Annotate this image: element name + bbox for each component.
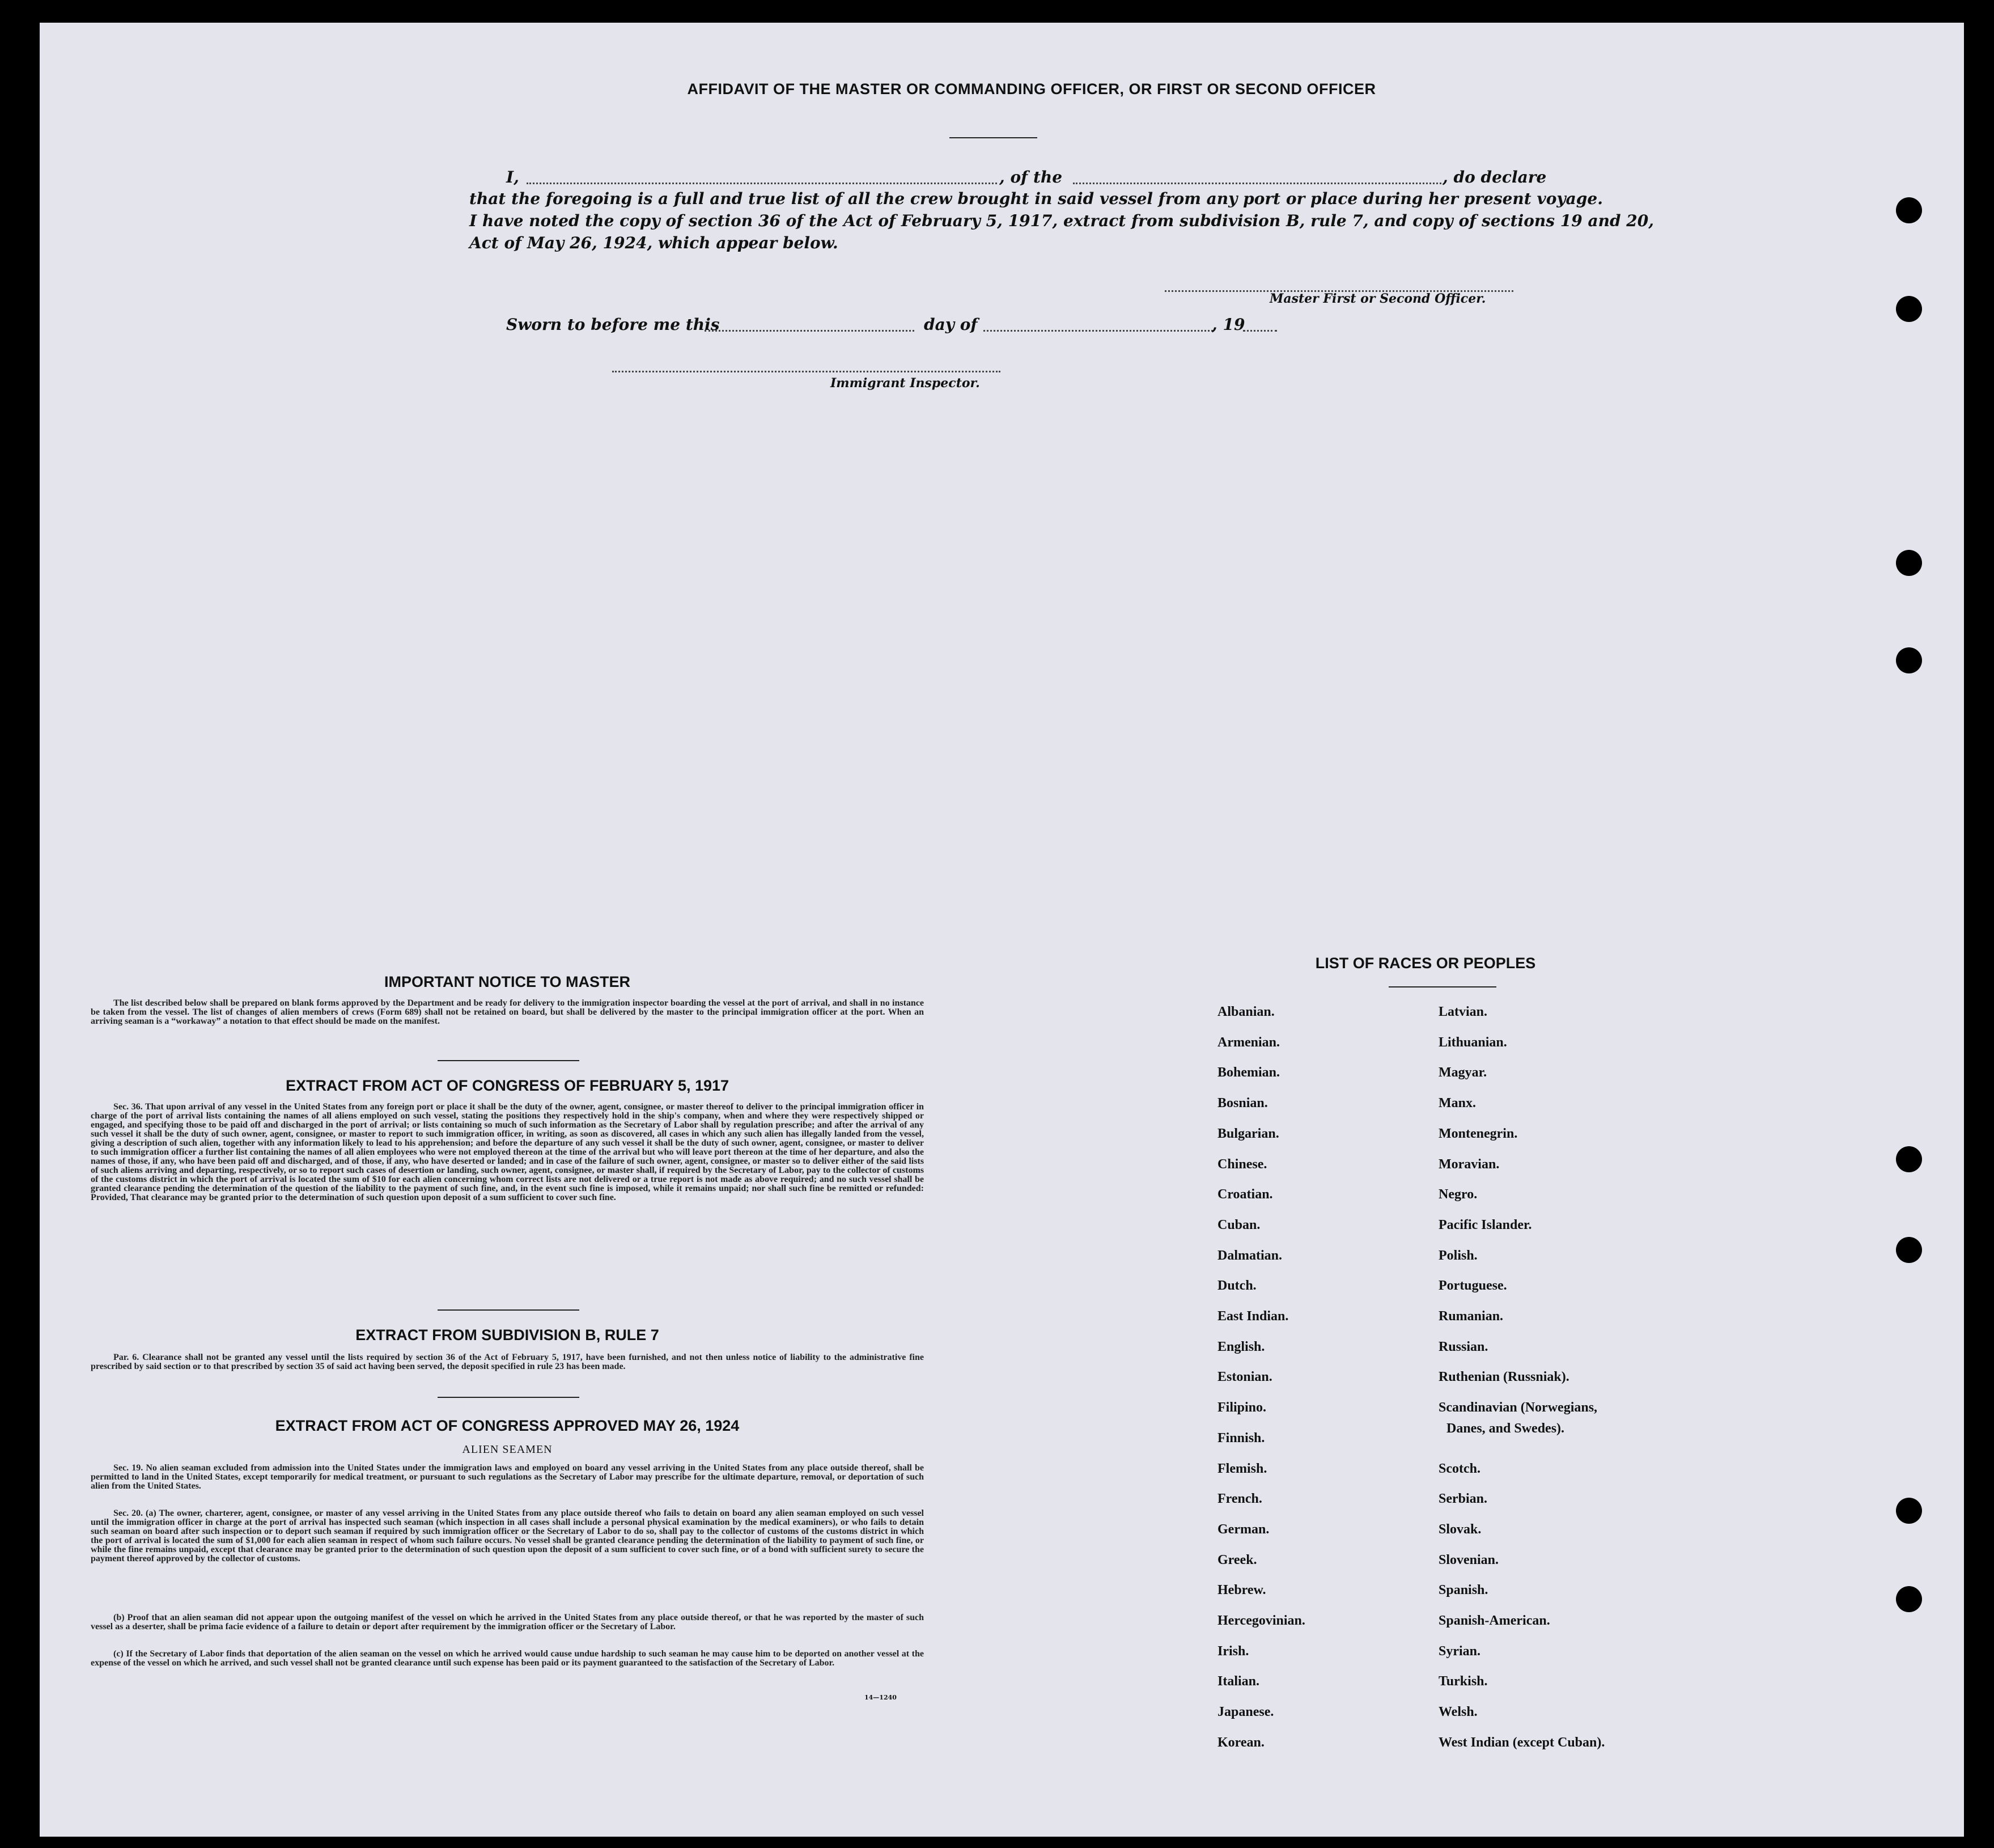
sworn-day-blank[interactable] bbox=[705, 330, 914, 332]
notice-text: The list described below shall be prepared on blank forms approved by the Department and be ready for delivery to the immigration inspector boarding the vessel at the port of arrival, and shall in no instance be taken from the vessel. The list of changes of alien members of crews (Form 689) shall not be retained on board, but shall be delivered by the master to the principal immigration officer at the port. When an arriving seaman is a “workaway” a notation to that effect should be made on the manifest. bbox=[91, 998, 924, 1026]
affidavit-line-4: Act of May 26, 1924, which appear below. bbox=[469, 234, 838, 252]
declarant-name-blank[interactable] bbox=[527, 183, 997, 184]
race-entry: Spanish-American. bbox=[1439, 1613, 1550, 1628]
inspector-signature-line[interactable] bbox=[612, 371, 1000, 372]
punch-hole bbox=[1896, 1146, 1922, 1172]
race-entry: Dutch. bbox=[1217, 1278, 1257, 1293]
race-entry: German. bbox=[1217, 1522, 1270, 1537]
race-entry: Slovak. bbox=[1439, 1522, 1482, 1537]
rule7-text: Par. 6. Clearance shall not be granted any vessel until the lists required by section 36 of the Act of February 5, 1917, have been furnished, and not then unless notice of liability to the administrative fine prescribed by said section or to that prescribed by section 35 of said act having been served, the deposit specified in rule 23 has been made. bbox=[91, 1353, 924, 1371]
race-entry: Negro. bbox=[1439, 1187, 1478, 1202]
affidavit-line-1 bbox=[506, 168, 1547, 188]
sworn-year-blank[interactable] bbox=[1243, 330, 1277, 332]
race-entry: Spanish. bbox=[1439, 1583, 1488, 1597]
affidavit-line-3: I have noted the copy of section 36 of the Act of February 5, 1917, extract from subdivision B, rule 7, and copy of sections 19 and 20, bbox=[469, 211, 1654, 230]
race-entry: Armenian. bbox=[1217, 1035, 1280, 1050]
race-entry: Latvian. bbox=[1439, 1004, 1488, 1019]
race-entry: Serbian. bbox=[1439, 1491, 1488, 1506]
extract-1917-text: Sec. 36. That upon arrival of any vessel in the United States from any foreign port or place it shall be the duty of the owner, agent, consignee, or master thereof to deliver to the principal immigration officer in charge of the port of arrival lists containing the names of all aliens employed on such vessel, stating the positions they respectively hold in the ship's company, when and where they were respectively shipped or engaged, and specifying those to be paid off and discharged in the port of arrival; or lists containing so much of such information as the Secretary of Labor shall by regulation prescribe; and after the arrival of any such vessel it shall be the duty of such owner, agent, consignee, or master to report to such immigration officer, in writing, as soon as discovered, all cases in which any such alien has illegally landed from the vessel, giving a description of such alien, together with any information likely to lead to his apprehension; and before the departure of any such vessel it shall be the duty of such owner, agent, consignee, or master to deliver to such immigration officer a further list containing the names of all alien employees who were not employed thereon at the time of the arrival but who will leave port thereon at the time of her departure, and also the names of those, if any, who have been paid off and discharged, and of those, if any, who have deserted or landed; and in case of the failure of such owner, agent, consignee, or master so to deliver either of the said lists of such aliens arriving and departing, respectively, or so to report such cases of desertion or landing, such owner, agent, consignee, or master shall, if required by the Secretary of Labor, pay to the collector of customs of the customs district in which the port of arrival is located the sum of $10 for each alien concerning whom correct lists are not delivered or a true report is not made as above required; and no such vessel shall be granted clearance pending the determination of the question of the liability to the payment of such fine, and, in the event such fine is imposed, while it remains unpaid; nor shall such fine be remitted or refunded: Provided, That clearance may be granted prior to the determination of such question upon deposit of a sum sufficient to cover such fine. bbox=[91, 1102, 924, 1202]
punch-hole bbox=[1896, 1586, 1922, 1612]
race-entry: Scandinavian (Norwegians, bbox=[1439, 1400, 1598, 1415]
punch-hole bbox=[1896, 1498, 1922, 1524]
extract-1924-title: EXTRACT FROM ACT OF CONGRESS APPROVED MAY 26, 1924 bbox=[275, 1417, 740, 1434]
document-sheet bbox=[40, 23, 1964, 1837]
race-entry: Slovenian. bbox=[1439, 1553, 1499, 1567]
sworn-month-blank[interactable] bbox=[983, 330, 1213, 332]
extract-1917-title: EXTRACT FROM ACT OF CONGRESS OF FEBRUARY 5, 1917 bbox=[285, 1077, 729, 1094]
vessel-name-blank[interactable] bbox=[1073, 183, 1441, 184]
day-of-label: day of bbox=[924, 315, 978, 334]
race-entry: Croatian. bbox=[1217, 1187, 1273, 1202]
race-entry: Cuban. bbox=[1217, 1218, 1261, 1232]
race-entry-continuation: Danes, and Swedes). bbox=[1446, 1421, 1565, 1436]
affidavit-title: AFFIDAVIT OF THE MASTER OR COMMANDING OFFICER, OR FIRST OR SECOND OFFICER bbox=[687, 80, 1376, 98]
race-entry: Montenegrin. bbox=[1439, 1126, 1518, 1141]
race-entry: Magyar. bbox=[1439, 1065, 1487, 1080]
race-entry: Hercegovinian. bbox=[1217, 1613, 1305, 1628]
race-entry: Greek. bbox=[1217, 1553, 1257, 1567]
sec20c-text: (c) If the Secretary of Labor finds that deportation of the alien seaman on the vessel on which he arrived would cause undue hardship to such seaman he may cause him to be deported on another vessel at the expense of the vessel on which he arrived, and such vessel shall not be granted clearance until such expense has been paid or its payment guaranteed to the satisfaction of the Secretary of Labor. bbox=[91, 1649, 924, 1668]
races-title-underline bbox=[1389, 986, 1496, 987]
race-entry: Filipino. bbox=[1217, 1400, 1267, 1415]
race-entry: Scotch. bbox=[1439, 1461, 1480, 1476]
punch-hole bbox=[1896, 197, 1922, 223]
race-entry: Albanian. bbox=[1217, 1004, 1275, 1019]
race-entry: Turkish. bbox=[1439, 1674, 1488, 1689]
affidavit-i-label: I, bbox=[506, 168, 519, 187]
race-entry: Italian. bbox=[1217, 1674, 1260, 1689]
race-entry: Russian. bbox=[1439, 1340, 1488, 1354]
sworn-line bbox=[506, 315, 1300, 336]
race-entry: East Indian. bbox=[1217, 1309, 1289, 1324]
punch-hole bbox=[1896, 296, 1922, 322]
race-entry: Irish. bbox=[1217, 1644, 1249, 1659]
affidavit-of-the-label: , of the bbox=[999, 168, 1063, 187]
section-divider bbox=[438, 1060, 579, 1061]
race-entry: Manx. bbox=[1439, 1096, 1476, 1111]
punch-hole bbox=[1896, 647, 1922, 673]
race-entry: Welsh. bbox=[1439, 1705, 1478, 1719]
affidavit-line-2: that the foregoing is a full and true list of all the crew brought in said vessel from any port or place during her present voyage. bbox=[469, 189, 1603, 208]
rule7-title: EXTRACT FROM SUBDIVISION B, RULE 7 bbox=[355, 1326, 659, 1343]
race-entry: Estonian. bbox=[1217, 1370, 1272, 1384]
title-underline bbox=[949, 137, 1037, 138]
race-entry: Dalmatian. bbox=[1217, 1248, 1282, 1263]
race-entry: Korean. bbox=[1217, 1735, 1265, 1750]
sworn-year-label: , 19 bbox=[1212, 315, 1245, 334]
alien-seamen-subtitle: ALIEN SEAMEN bbox=[462, 1443, 553, 1456]
race-entry: Pacific Islander. bbox=[1439, 1218, 1532, 1232]
notice-title: IMPORTANT NOTICE TO MASTER bbox=[384, 973, 630, 990]
race-entry: English. bbox=[1217, 1340, 1265, 1354]
race-entry: Bulgarian. bbox=[1217, 1126, 1279, 1141]
race-entry: Polish. bbox=[1439, 1248, 1478, 1263]
section-divider bbox=[438, 1397, 579, 1398]
race-entry: Moravian. bbox=[1439, 1157, 1500, 1172]
race-entry: Finnish. bbox=[1217, 1431, 1265, 1446]
race-entry: Rumanian. bbox=[1439, 1309, 1504, 1324]
race-entry: French. bbox=[1217, 1491, 1262, 1506]
punch-hole bbox=[1896, 1237, 1922, 1263]
race-entry: Bohemian. bbox=[1217, 1065, 1280, 1080]
race-entry: Flemish. bbox=[1217, 1461, 1267, 1476]
race-entry: Syrian. bbox=[1439, 1644, 1481, 1659]
race-entry: Japanese. bbox=[1217, 1705, 1274, 1719]
master-signature-caption: Master First or Second Officer. bbox=[1270, 291, 1486, 306]
form-number: 14—1240 bbox=[864, 1694, 897, 1701]
sworn-label: Sworn to before me this bbox=[506, 315, 720, 334]
race-entry: West Indian (except Cuban). bbox=[1439, 1735, 1605, 1750]
sec19-text: Sec. 19. No alien seaman excluded from admission into the United States under the immigration laws and employed on board any vessel arriving in the United States from any place outside thereof, shall be permitted to land in the United States, except temporarily for medical treatment, or pursuant to such regulations as the Secretary of Labor may prescribe for the ultimate departure, removal, or deportation of such alien from the United States. bbox=[91, 1463, 924, 1491]
inspector-signature-caption: Immigrant Inspector. bbox=[830, 376, 980, 391]
punch-hole bbox=[1896, 550, 1922, 576]
races-title: LIST OF RACES OR PEOPLES bbox=[1315, 955, 1536, 972]
affidavit-declare-label: , do declare bbox=[1443, 168, 1547, 187]
sec20b-text: (b) Proof that an alien seaman did not appear upon the outgoing manifest of the vessel on which he arrived in the United States from any place outside thereof, or that he was reported by the master of such vessel as a deserter, shall be prima facie evidence of a failure to detain or deport after requirement by the immigration officer or the Secretary of Labor. bbox=[91, 1613, 924, 1631]
race-entry: Ruthenian (Russniak). bbox=[1439, 1370, 1569, 1384]
sec20a-text: Sec. 20. (a) The owner, charterer, agent, consignee, or master of any vessel arriving in the United States from any place outside thereof who fails to detain on board any alien seaman employed on such vessel until the immigration officer in charge at the port of arrival has inspected such seaman (which inspection in all cases shall include a personal physical examination by the medical examiners), or who fails to detain such seaman on board after such inspection or to deport such seaman if required by such immigration officer or the Secretary of Labor to do so, shall pay to the collector of customs of the customs district in which the port of arrival is located the sum of $1,000 for each alien seaman in respect of whom such failure occurs. No vessel shall be granted clearance pending the determination of the liability to payment of such fine, or while the fine remains unpaid, except that clearance may be granted prior to the determination of such question upon the deposit of a sum sufficient to cover such fine, or of a bond with sufficient surety to secure the payment thereof approved by the collector of customs. bbox=[91, 1508, 924, 1563]
section-divider bbox=[438, 1309, 579, 1311]
race-entry: Chinese. bbox=[1217, 1157, 1267, 1172]
race-entry: Hebrew. bbox=[1217, 1583, 1266, 1597]
race-entry: Portuguese. bbox=[1439, 1278, 1507, 1293]
race-entry: Lithuanian. bbox=[1439, 1035, 1507, 1050]
race-entry: Bosnian. bbox=[1217, 1096, 1268, 1111]
